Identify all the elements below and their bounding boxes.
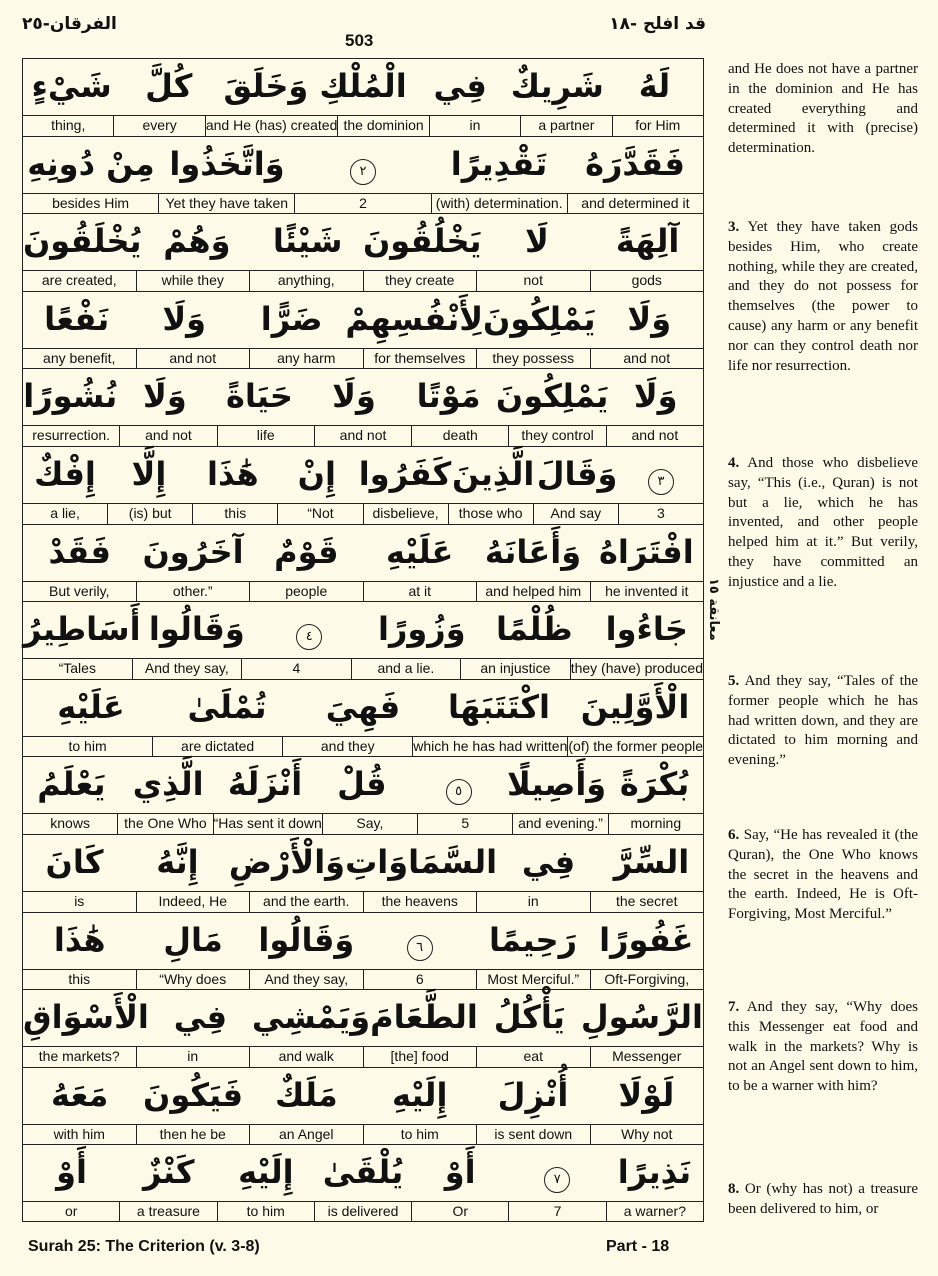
footer-surah: Surah 25: The Criterion (v. 3-8)	[28, 1238, 260, 1255]
english-word: anything,	[249, 271, 363, 291]
english-line	[23, 115, 703, 136]
verse-row	[23, 1068, 703, 1146]
english-word: in	[476, 892, 590, 912]
translation-paragraph	[728, 60, 918, 159]
english-word: to him	[217, 1202, 314, 1222]
english-word: (is) but	[107, 504, 192, 524]
english-word: and determined it	[567, 194, 703, 214]
english-word: Messenger	[590, 1047, 704, 1067]
arabic-line	[23, 680, 703, 735]
arabic-word: وَلَا	[633, 377, 678, 416]
english-line	[23, 581, 703, 602]
translation-paragraph	[728, 454, 918, 593]
arabic-word: وَزُورًا	[377, 610, 466, 649]
english-word: the markets?	[38, 1048, 120, 1065]
english-line	[23, 658, 703, 679]
english-word: is sent down	[476, 1125, 590, 1145]
english-word: which he has had written	[412, 737, 567, 757]
arabic-word: عَلَيْهِ	[385, 532, 454, 571]
english-word: a lie,	[50, 505, 80, 521]
arabic-word: وَقَالُوا	[258, 920, 355, 959]
english-word: to him	[68, 737, 107, 754]
arabic-word: فَيَكُونَ	[143, 1075, 244, 1114]
arabic-word	[363, 913, 476, 968]
arabic-word: السَّمَاوَاتِ	[345, 843, 498, 881]
side-margin	[706, 58, 726, 1222]
arabic-word: كَنْزٌ	[142, 1153, 195, 1192]
english-word: morning	[608, 814, 703, 834]
verse-number-marker: ٦	[407, 935, 433, 961]
arabic-word: إِنْ	[297, 455, 336, 493]
arabic-word: الَّذِي	[132, 765, 204, 804]
translation-paragraph	[728, 1180, 918, 1220]
juz-header: قد افلح -١٨	[609, 14, 706, 34]
arabic-word: مِنْ دُونِهِ	[27, 144, 155, 183]
arabic-word: وَقَالُوا	[148, 610, 245, 649]
english-word: with him	[53, 1125, 105, 1142]
arabic-word: تُمْلَىٰ	[187, 687, 267, 726]
arabic-word: مَالِ	[163, 920, 223, 959]
arabic-word: كَفَرُوا	[358, 455, 452, 493]
english-word: while they	[136, 271, 250, 291]
arabic-word: الَّذِينَ	[452, 455, 535, 493]
english-line	[23, 1124, 703, 1145]
english-word: they create	[363, 271, 477, 291]
arabic-word: وَهُمْ	[163, 222, 231, 261]
arabic-word: أَسَاطِيرُ	[23, 610, 141, 649]
arabic-word: وَلَا	[162, 299, 207, 338]
arabic-word: أُنْزِلَ	[497, 1075, 569, 1114]
translation-text: And those who disbelieve say, “This (i.e., Quran) is not but a lie, which he has invented, and other people helped him at it.” But verily, they have committed an injustice and a lie.	[728, 455, 918, 590]
arabic-word: اكْتَتَبَهَا	[448, 687, 550, 726]
verse-row	[23, 292, 703, 370]
verse-row	[23, 835, 703, 913]
arabic-word: يُلْقَىٰ	[322, 1153, 404, 1192]
verse-row	[23, 913, 703, 991]
arabic-word	[619, 447, 703, 502]
english-word: and they	[282, 737, 412, 757]
english-word: eat	[476, 1047, 590, 1067]
arabic-word	[509, 1145, 606, 1200]
arabic-word: مَعَهُ	[51, 1075, 109, 1114]
english-word: at it	[363, 582, 477, 602]
translation-text: Say, “He has revealed it (the Quran), the One Who knows the secret in the heavens and the earth. Indeed, He is Oft-Forgiving, Most Merciful.”	[728, 827, 918, 923]
arabic-word: إِلَّا	[131, 455, 167, 493]
arabic-word: هَٰذَا	[207, 455, 259, 493]
word-by-word-grid	[22, 58, 704, 1222]
verse-number-marker: ٤	[296, 624, 322, 650]
verse-row	[23, 602, 703, 680]
translation-text: and He does not have a partner in the dominion and He has created everything and determined it with (precise) determination.	[728, 61, 918, 157]
arabic-word: عَلَيْهِ	[57, 687, 125, 726]
arabic-word: وَلَا	[627, 299, 672, 338]
arabic-word: الرَّسُولِ	[580, 998, 703, 1037]
arabic-word: وَلَا	[332, 377, 376, 416]
arabic-line	[23, 447, 703, 502]
verse-row	[23, 447, 703, 525]
verse-row	[23, 59, 703, 137]
english-line	[23, 1046, 703, 1067]
english-word: death	[411, 426, 508, 446]
arabic-line	[23, 1145, 703, 1200]
english-word: this	[68, 970, 91, 987]
arabic-word: ضَرًّا	[260, 299, 323, 338]
verse-row	[23, 525, 703, 603]
english-line	[23, 503, 703, 524]
arabic-word: الطَّعَامَ	[370, 998, 478, 1037]
english-word: “Tales	[58, 660, 96, 677]
english-word: and helped him	[476, 582, 590, 602]
verse-number: 3.	[728, 219, 740, 235]
english-word: Most Merciful.”	[476, 970, 590, 990]
arabic-word: الْأَوَّلِينَ	[580, 687, 690, 726]
arabic-word: إِلَيْهِ	[391, 1075, 448, 1114]
arabic-word: السِّرَّ	[613, 843, 690, 881]
arabic-line	[23, 214, 703, 269]
english-word: 4	[241, 659, 351, 679]
english-word: besides Him	[52, 194, 130, 211]
page-number: 503	[345, 31, 374, 50]
english-word: an Angel	[249, 1125, 363, 1145]
english-line	[23, 813, 703, 834]
arabic-word: لَوْلَا	[618, 1075, 675, 1114]
english-word: and not	[590, 349, 704, 369]
arabic-word: وَالْأَرْضِ	[228, 843, 346, 881]
verse-number: 8.	[728, 1181, 740, 1197]
arabic-word: يَمْلِكُونَ	[483, 299, 596, 338]
english-word: for themselves	[363, 349, 477, 369]
verse-row	[23, 990, 703, 1068]
english-word: Indeed, He	[136, 892, 250, 912]
english-word: And they say,	[132, 659, 242, 679]
arabic-word: نُشُورًا	[23, 377, 118, 416]
english-word: is	[74, 893, 85, 909]
arabic-word: شَيْءٍ	[31, 67, 112, 105]
english-word: and a lie.	[351, 659, 461, 679]
verse-number: 5.	[728, 673, 740, 689]
arabic-word: جَاءُوا	[605, 610, 688, 649]
arabic-word: وَأَصِيلًا	[507, 765, 607, 804]
verse-number-marker: ٥	[446, 779, 472, 805]
footer-part: Part - 18	[606, 1238, 670, 1255]
english-word: people	[249, 582, 363, 602]
arabic-word: قُلْ	[337, 765, 387, 804]
arabic-word: قَوْمٌ	[274, 532, 339, 571]
verse-number-marker: ٢	[350, 159, 376, 185]
arabic-word: أَوْ	[444, 1153, 476, 1192]
translation-text: Yet they have taken gods besides Him, who create nothing, while they are created, and they do not possess for themselves (the power to cause) any harm or any benefit nor can they control death nor life nor resurrection.	[728, 219, 918, 374]
verse-row	[23, 757, 703, 835]
arabic-line	[23, 835, 703, 890]
english-word: and not	[119, 426, 216, 446]
arabic-word: رَحِيمًا	[489, 920, 578, 959]
arabic-word: إِنَّهُ	[156, 843, 199, 881]
arabic-word: إِلَيْهِ	[238, 1153, 294, 1192]
translation-paragraph	[728, 826, 918, 925]
translation-text: And they say, “Tales of the former people which he has had written down, and they are dictated to him morning and evening.”	[728, 673, 918, 769]
english-word: is delivered	[314, 1202, 411, 1222]
english-word: Say,	[322, 814, 417, 834]
english-line	[23, 270, 703, 291]
english-word: “Why does	[136, 970, 250, 990]
english-word: a treasure	[119, 1202, 216, 1222]
arabic-line	[23, 59, 703, 114]
arabic-line	[23, 137, 703, 192]
arabic-word: فِي	[433, 67, 487, 105]
arabic-word: آخَرُونَ	[142, 532, 244, 571]
arabic-word: لَهُ	[638, 67, 671, 105]
arabic-word: يَعْلَمُ	[37, 765, 106, 804]
arabic-word: لِأَنْفُسِهِمْ	[345, 299, 484, 338]
english-line	[23, 736, 703, 757]
arabic-word: وَاتَّخَذُوا	[169, 144, 285, 183]
arabic-word: غَفُورًا	[599, 920, 694, 959]
arabic-word: شَرِيكٌ	[510, 67, 604, 105]
translation-paragraph	[728, 998, 918, 1097]
arabic-word: وَخَلَقَ	[223, 67, 309, 105]
english-word: they control	[508, 426, 605, 446]
english-word: gods	[590, 271, 704, 291]
arabic-word: يَأْكُلُ	[493, 998, 565, 1037]
english-word: the dominion	[337, 116, 428, 136]
english-word: 2	[294, 194, 430, 214]
verse-row	[23, 214, 703, 292]
english-word: then he be	[136, 1125, 250, 1145]
side-mark: معانقة ١٥	[706, 578, 721, 641]
arabic-word: إِفْكٌ	[34, 455, 96, 493]
verse-row	[23, 137, 703, 215]
english-word: knows	[50, 815, 90, 832]
arabic-word: نَفْعًا	[44, 299, 110, 338]
english-word: they possess	[476, 349, 590, 369]
arabic-line	[23, 913, 703, 968]
english-word: this	[192, 504, 277, 524]
english-word: (with) determination.	[431, 194, 567, 214]
english-word: Oft-Forgiving,	[590, 970, 704, 990]
english-word: the secret	[590, 892, 704, 912]
arabic-word: أَوْ	[56, 1153, 88, 1192]
verse-number: 4.	[728, 455, 740, 471]
english-word: in	[429, 116, 520, 136]
english-word: Or	[411, 1202, 508, 1222]
translation-paragraph	[728, 672, 918, 771]
translation-paragraph	[728, 218, 918, 376]
arabic-word: مَوْتًا	[416, 377, 481, 416]
english-word: those who	[448, 504, 533, 524]
english-word: And they say,	[249, 970, 363, 990]
english-word: But verily,	[49, 582, 110, 599]
arabic-word: أَنْزَلَهُ	[227, 765, 303, 804]
arabic-word: وَأَعَانَهُ	[484, 532, 582, 571]
english-word: not	[476, 271, 590, 291]
english-word: and not	[606, 426, 703, 446]
arabic-word: فِي	[173, 998, 228, 1037]
arabic-word: فَهِيَ	[325, 687, 401, 726]
english-word: thing,	[51, 117, 86, 133]
english-word: [the] food	[363, 1047, 477, 1067]
arabic-line	[23, 990, 703, 1045]
english-word: they (have) produced	[570, 659, 703, 679]
english-word: a warner?	[606, 1202, 703, 1222]
surah-header: الفرقان-٢٥	[22, 14, 117, 34]
arabic-word: بُكْرَةً	[619, 765, 690, 804]
english-word: 5	[417, 814, 512, 834]
english-word: are dictated	[152, 737, 282, 757]
arabic-word: وَلَا	[143, 377, 187, 416]
english-word: “Has sent it down	[213, 814, 322, 834]
verse-row	[23, 369, 703, 447]
english-line	[23, 348, 703, 369]
arabic-word: يَخْلُقُونَ	[362, 222, 482, 261]
english-line	[23, 891, 703, 912]
english-word: in	[136, 1047, 250, 1067]
english-word: and not	[314, 426, 411, 446]
arabic-word: ظُلْمًا	[495, 610, 573, 649]
verse-number: 7.	[728, 999, 740, 1015]
arabic-word	[253, 602, 365, 657]
translation-text: Or (why has not) a treasure been delivered to him, or	[728, 1181, 918, 1217]
arabic-line	[23, 1068, 703, 1123]
english-word: and not	[136, 349, 250, 369]
english-line	[23, 425, 703, 446]
arabic-word: الْأَسْوَاقِ	[22, 998, 149, 1037]
english-word: and He (has) created	[205, 116, 338, 136]
english-word: 7	[508, 1202, 605, 1222]
arabic-word: كَانَ	[45, 843, 104, 881]
arabic-word	[410, 757, 507, 812]
english-word: he invented it	[590, 582, 704, 602]
english-word: the One Who	[117, 814, 212, 834]
arabic-word: فِي	[521, 843, 576, 881]
english-word: are created,	[41, 272, 117, 289]
english-word: other.”	[136, 582, 250, 602]
arabic-word: يَمْلِكُونَ	[495, 377, 609, 416]
english-word: and walk	[249, 1047, 363, 1067]
english-word: and evening.”	[512, 814, 607, 834]
arabic-word: الْمُلْكِ	[319, 67, 407, 105]
english-word: any benefit,	[43, 349, 116, 366]
english-line	[23, 969, 703, 990]
arabic-word: افْتَرَاهُ	[598, 532, 694, 571]
english-word: life	[217, 426, 314, 446]
arabic-word: نَذِيرًا	[617, 1153, 692, 1192]
arabic-line	[23, 525, 703, 580]
english-word: an injustice	[460, 659, 570, 679]
english-word: 6	[363, 970, 477, 990]
english-word: and the earth.	[249, 892, 363, 912]
arabic-word	[295, 137, 431, 192]
arabic-word: فَقَدَّرَهُ	[585, 144, 685, 183]
verse-number-marker: ٣	[648, 469, 674, 495]
arabic-word: آلِهَةً	[615, 222, 680, 261]
english-word: 3	[618, 504, 703, 524]
english-word: a partner	[520, 116, 611, 136]
arabic-word: وَيَمْشِي	[251, 998, 371, 1037]
english-word: Yet they have taken	[158, 194, 294, 214]
arabic-word: مَلَكٌ	[275, 1075, 338, 1114]
arabic-word: وَقَالَ	[536, 455, 618, 493]
english-word: any harm	[249, 349, 363, 369]
arabic-word: تَقْدِيرًا	[450, 144, 548, 183]
english-word: to him	[363, 1125, 477, 1145]
english-word: “Not	[277, 504, 362, 524]
arabic-line	[23, 602, 703, 657]
english-word: or	[64, 1203, 78, 1220]
verse-number: 6.	[728, 827, 740, 843]
english-word: (of) the former people	[567, 737, 703, 757]
arabic-word: شَيْئًا	[272, 222, 343, 261]
arabic-line	[23, 369, 703, 424]
arabic-word: يُخْلَقُونَ	[22, 222, 142, 261]
english-word: for Him	[612, 116, 703, 136]
verse-row	[23, 1145, 703, 1223]
english-word: the heavens	[363, 892, 477, 912]
translation-text: And they say, “Why does this Messenger eat food and walk in the markets? Why is not an Angel sent down to him, to be a warner with him?	[728, 999, 918, 1095]
english-word: Why not	[590, 1125, 704, 1145]
arabic-word: فَقَدْ	[48, 532, 111, 571]
english-word: every	[113, 116, 204, 136]
arabic-word: كُلَّ	[145, 67, 193, 105]
english-word: And say	[533, 504, 618, 524]
english-line	[23, 1201, 703, 1222]
arabic-word: هَٰذَا	[53, 920, 106, 959]
arabic-line	[23, 757, 703, 812]
arabic-word: لَا	[524, 222, 549, 261]
english-line	[23, 193, 703, 214]
verse-number-marker: ٧	[544, 1167, 570, 1193]
arabic-word: حَيَاةً	[225, 377, 293, 416]
arabic-line	[23, 292, 703, 347]
english-word: resurrection.	[32, 427, 111, 444]
verse-row	[23, 680, 703, 758]
english-word: disbelieve,	[363, 504, 448, 524]
